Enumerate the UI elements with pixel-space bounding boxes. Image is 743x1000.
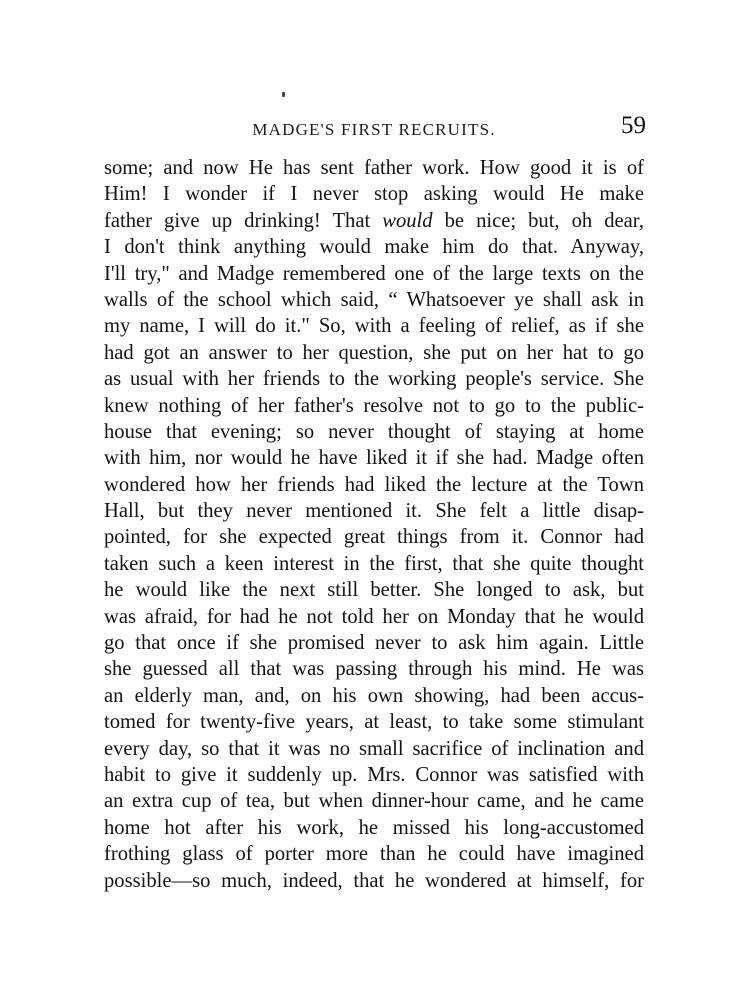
text-line: an elderly man, and, on his own showing, had been accus-: [104, 684, 644, 707]
text-line: he would like the next still better. She longed to ask, but: [104, 579, 644, 602]
text-line: [104, 208, 644, 234]
text-line: tomed for twenty-five years, at least, to take some stimulant: [104, 711, 644, 734]
text-line: with him, nor would he have liked it if she had. Madge often: [104, 447, 644, 470]
text-line: I'll try," and Madge remembered one of the large texts on the: [104, 262, 644, 285]
text-line: knew nothing of her father's resolve not to go to the public-: [104, 394, 644, 417]
text-line: wondered how her friends had liked the lecture at the Town: [104, 473, 644, 496]
stray-ink-mark: [282, 92, 285, 97]
text-line: my name, I will do it." So, with a feeling of relief, as if she: [104, 315, 644, 338]
text-line: walls of the school which said, “ Whatsoever ye shall ask in: [104, 288, 644, 311]
text-line: taken such a keen interest in the first, that she quite thought: [104, 552, 644, 575]
text-line: house that evening; so never thought of staying at home: [104, 420, 644, 443]
body-text: [104, 155, 644, 894]
text-line: was afraid, for had he not told her on Monday that he would: [104, 605, 644, 628]
text-line: as usual with her friends to the working people's service. She: [104, 368, 644, 391]
emphasized-word: would: [382, 209, 433, 232]
text-line: home hot after his work, he missed his long-accustomed: [104, 816, 644, 839]
page-number: 59: [621, 112, 646, 139]
text-line: pointed, for she expected great things from it. Connor had: [104, 526, 644, 549]
text-line: some; and now He has sent father work. How good it is of: [104, 157, 644, 179]
text-line: every day, so that it was no small sacrifice of inclination and: [104, 737, 644, 760]
text-line: Hall, but they never mentioned it. She felt a little disap-: [104, 500, 644, 523]
text-line: I don't think anything would make him do that. Anyway,: [104, 236, 644, 259]
text-segment: be nice; but, oh dear,: [432, 209, 644, 232]
running-head: [104, 112, 644, 146]
text-line: possible—so much, indeed, that he wondered at himself, for: [104, 869, 644, 892]
text-line: habit to give it suddenly up. Mrs. Connor was satisfied with: [104, 763, 644, 786]
text-line: had got an answer to her question, she put on her hat to go: [104, 341, 644, 364]
running-title: MADGE'S FIRST RECRUITS.: [252, 120, 496, 139]
text-line: frothing glass of porter more than he could have imagined: [104, 843, 644, 866]
text-line: an extra cup of tea, but when dinner-hour came, and he came: [104, 790, 644, 813]
text-segment: father give up drinking! That: [104, 209, 383, 232]
text-line: go that once if she promised never to ask him again. Little: [104, 632, 644, 655]
text-line: Him! I wonder if I never stop asking would He make: [104, 183, 644, 206]
text-line: she guessed all that was passing through his mind. He was: [104, 658, 644, 681]
